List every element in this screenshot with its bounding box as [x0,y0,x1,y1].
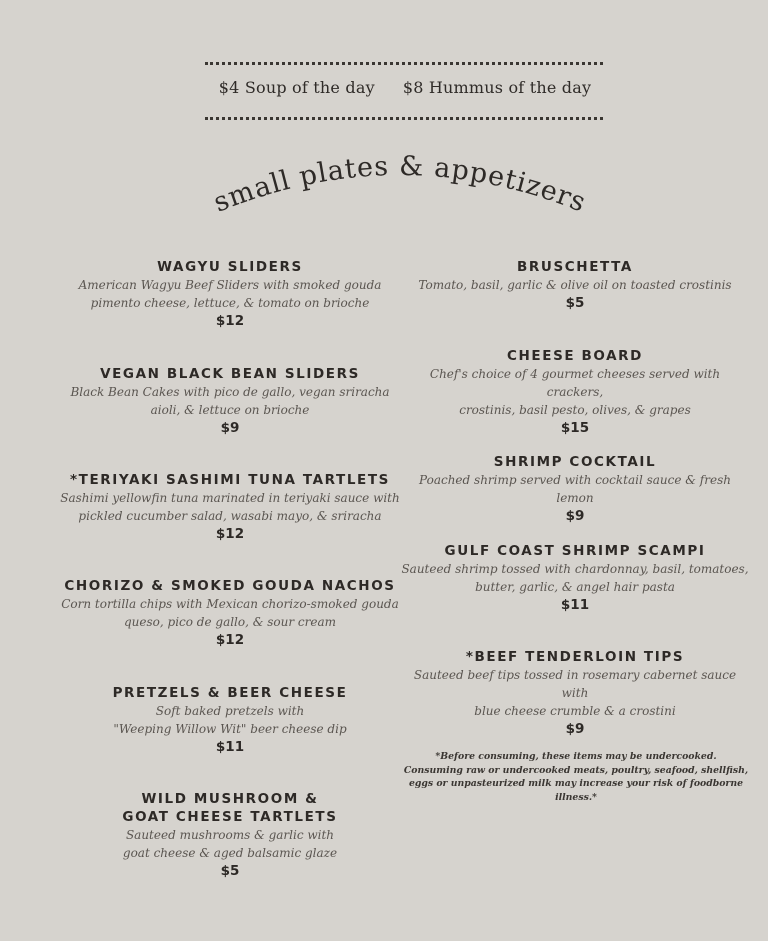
item-desc-line: crostinis, basil pesto, olives, & grapes [459,403,691,417]
item-price: $5 [565,295,585,311]
item-name: BRUSCHETTA [517,259,633,275]
item-name: VEGAN BLACK BEAN SLIDERS [100,366,360,382]
item-desc-line: Sauteed beef tips tossed in rosemary cabernet sauce with [413,668,737,700]
item-price: $12 [215,313,245,329]
item-desc-line: "Weeping Willow Wit" beer cheese dip [113,722,347,736]
item-desc-line: American Wagyu Beef Sliders with smoked gouda [78,278,382,292]
item-name: WILD MUSHROOM & [141,791,319,807]
disclaimer-line: Consuming raw or undercooked meats, poultry, seafood, shellfish, [403,764,749,776]
item-price: $11 [560,597,590,613]
menu-item-shrimp-scampi [400,542,750,614]
dotted-divider-top [205,62,603,65]
item-price: $11 [215,739,245,755]
item-desc-line: Corn tortilla chips with Mexican chorizo-smoked gouda [61,597,399,611]
item-name: PRETZELS & BEER CHEESE [112,685,348,701]
hummus-special: $8 Hummus of the day [402,78,592,97]
menu-item-teriyaki-tuna-tartlets [55,471,405,543]
menu-item-vegan-black-bean-sliders [55,365,405,437]
section-title-text: small plates & appetizers [209,150,591,219]
svg-text:small plates & appetizers [209,151,590,219]
item-name: GULF COAST SHRIMP SCAMPI [444,543,706,559]
menu-item-cheese-board [400,347,750,437]
item-name: *TERIYAKI SASHIMI TUNA TARTLETS [70,472,390,488]
item-desc-line: Soft baked pretzels with [155,704,305,718]
undercooked-disclaimer [395,750,757,804]
disclaimer-line: eggs or unpasteurized milk may increase your risk of foodborne illness.* [408,778,744,803]
item-name-line-2: GOAT CHEESE TARTLETS [122,809,338,825]
item-desc-line: pickled cucumber salad, wasabi mayo, & sriracha [78,509,382,523]
item-price: $12 [215,526,245,542]
menu-item-pretzels-beer-cheese [55,684,405,756]
item-name: *BEEF TENDERLOIN TIPS [465,649,685,665]
item-name: SHRIMP COCKTAIL [493,454,657,470]
item-desc-line: Chef's choice of 4 gourmet cheeses served with crackers, [429,367,721,399]
daily-specials [190,78,620,97]
item-desc-line: blue cheese crumble & a crostini [474,704,676,718]
menu-item-chorizo-nachos [55,577,405,649]
menu-item-bruschetta [400,258,750,312]
item-price: $9 [220,420,240,436]
item-price: $15 [560,420,590,436]
item-desc-line: Tomato, basil, garlic & olive oil on toasted crostinis [418,278,732,292]
item-name: WAGYU SLIDERS [157,259,303,275]
item-desc-line: queso, pico de gallo, & sour cream [123,615,336,629]
item-desc-line: butter, garlic, & angel hair pasta [475,580,675,594]
item-desc-line: Sauteed mushrooms & garlic with [125,828,335,842]
item-desc-line: Poached shrimp served with cocktail sauce & fresh lemon [419,473,731,505]
item-desc-line: Sashimi yellowfin tuna marinated in teriyaki sauce with [60,491,400,505]
menu-item-shrimp-cocktail [400,453,750,525]
item-desc-line: Sauteed shrimp tossed with chardonnay, basil, tomatoes, [401,562,749,576]
menu-item-mushroom-goat-cheese-tartlets [55,790,405,880]
item-desc-line: goat cheese & aged balsamic glaze [122,846,338,860]
item-desc-line: pimento cheese, lettuce, & tomato on brioche [90,296,370,310]
disclaimer-line: *Before consuming, these items may be undercooked. [435,751,717,762]
item-name: CHORIZO & SMOKED GOUDA NACHOS [64,578,396,594]
item-price: $9 [565,508,585,524]
item-desc-line: Black Bean Cakes with pico de gallo, vegan sriracha [70,385,390,399]
item-desc-line: aioli, & lettuce on brioche [150,403,310,417]
soup-special: $4 Soup of the day [218,78,375,97]
section-title [180,140,620,240]
menu-item-beef-tenderloin-tips [400,648,750,738]
item-price: $12 [215,632,245,648]
item-price: $9 [565,721,585,737]
dotted-divider-bottom [205,117,603,120]
item-price: $5 [220,863,240,879]
menu-item-wagyu-sliders [55,258,405,330]
item-name: CHEESE BOARD [507,348,643,364]
